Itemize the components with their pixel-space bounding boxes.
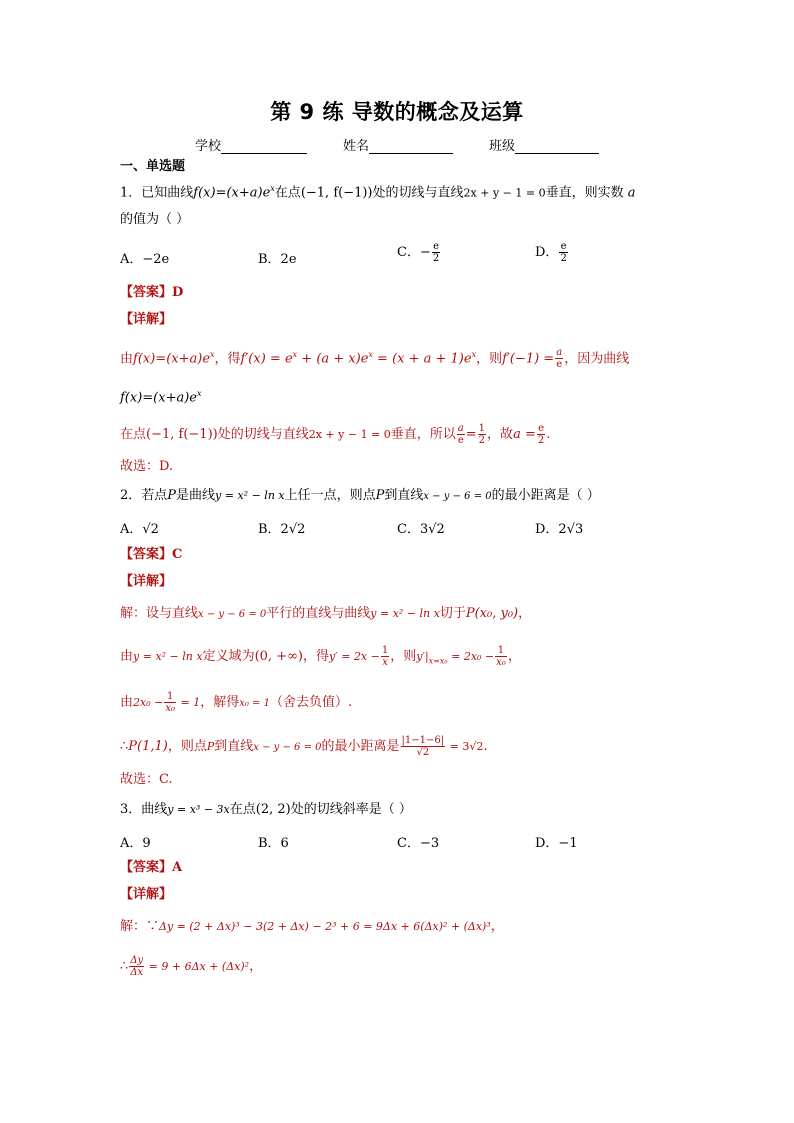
q2-solution-2: 由y = x² − ln x定义域为(0, +∞)，得y′ = 2x − $\frac{1}{x}$ ，则$y'|_{x=x_0} = 2x_0$ − $\frac{1}{\text{x₀}}$ ， [120, 645, 521, 668]
q1-stem-cont: 的值为（ ） [120, 212, 190, 227]
q1-solution-1: 由$f(x)=(x+a)e^x$，得$f'(x) = e^x + (a + x)e^x = (x + a + 1)e^x$，则f′(−1) = $\frac{a}{e}$ ，因为曲线 [120, 347, 630, 371]
q2-option-d: D．2√3 [535, 522, 584, 537]
section-heading: 一、单选题 [120, 159, 186, 174]
q2-answer: 【答案】C [120, 547, 183, 562]
q1-option-c: C．− $\frac{e}{2}$ [397, 241, 440, 264]
q3-option-d: D．−1 [535, 836, 578, 851]
school-field[interactable]: 学校 [195, 135, 307, 154]
q2-choose: 故选：C. [120, 772, 173, 787]
q2-option-a: A．√2 [120, 522, 159, 537]
q2-option-c: C．3√2 [397, 522, 445, 537]
q3-detail-label: 【详解】 [120, 887, 173, 902]
q2-option-b: B．2√2 [258, 522, 306, 537]
q1-detail-label: 【详解】 [120, 312, 173, 327]
q3-solution-2: ∴ $\frac{\Delta y}{\Delta x}$ = 9 + 6Δx + (Δx)²， [120, 955, 263, 978]
class-field[interactable]: 班级 [489, 135, 599, 154]
q3-option-a: A．9 [120, 836, 151, 851]
q2-detail-label: 【详解】 [120, 574, 173, 589]
q2-solution-3: 由2x₀ − $\frac{1}{\text{x₀}}$ = 1，解得x₀ = 1（舍去负值）. [120, 691, 353, 714]
q3-stem: 3．曲线y = x³ − 3x在点(2, 2)处的切线斜率是（ ） [120, 802, 412, 817]
q1-solution-2: $f(x)=(x+a)e^x$ [120, 389, 202, 406]
q2-solution-1: 解：设与直线x − y − 6 = 0平行的直线与曲线y = x² − ln x切于P(x₀, y₀)， [120, 606, 532, 621]
q3-option-c: C．−3 [397, 836, 440, 851]
q1-option-a: A．−2e [120, 252, 170, 267]
q1-option-d: D． $\frac{e}{2}$ [535, 241, 567, 264]
q2-solution-4: ∴P(1,1)，则点P到直线x − y − 6 = 0的最小距离是 $\frac{|1-1-6|}{√2}$ = 3√2. [120, 735, 488, 758]
q1-option-b: B．2e [258, 252, 297, 267]
page-title: 第 9 练 导数的概念及运算 [270, 100, 524, 124]
q3-answer: 【答案】A [120, 860, 183, 875]
q3-solution-1: 解：∵Δy = (2 + Δx)³ − 3(2 + Δx) − 2³ + 6 = 9Δx + 6(Δx)² + (Δx)³， [120, 919, 504, 934]
student-info [195, 135, 635, 154]
q1-choose: 故选：D. [120, 459, 174, 474]
name-field[interactable]: 姓名 [343, 135, 453, 154]
q1-answer: 【答案】D [120, 285, 184, 300]
q2-stem: 2．若点P是曲线y = x² − ln x上任一点，则点P到直线x − y − 6 = 0的最小距离是（ ） [120, 488, 600, 503]
q1-solution-3: 在点(−1, f(−1))处的切线与直线2x + y − 1 = 0垂直，所以 $\frac{a}{e}$ = $\frac{1}{2}$ ，故a = $\frac{e}{2}$ . [120, 423, 551, 446]
q3-option-b: B．6 [258, 836, 289, 851]
q1-stem: 1．已知曲线$f(x)=(x+a)e^x$在点(−1, f(−1))处的切线与直线2x + y − 1 = 0垂直，则实数 a [120, 184, 636, 201]
